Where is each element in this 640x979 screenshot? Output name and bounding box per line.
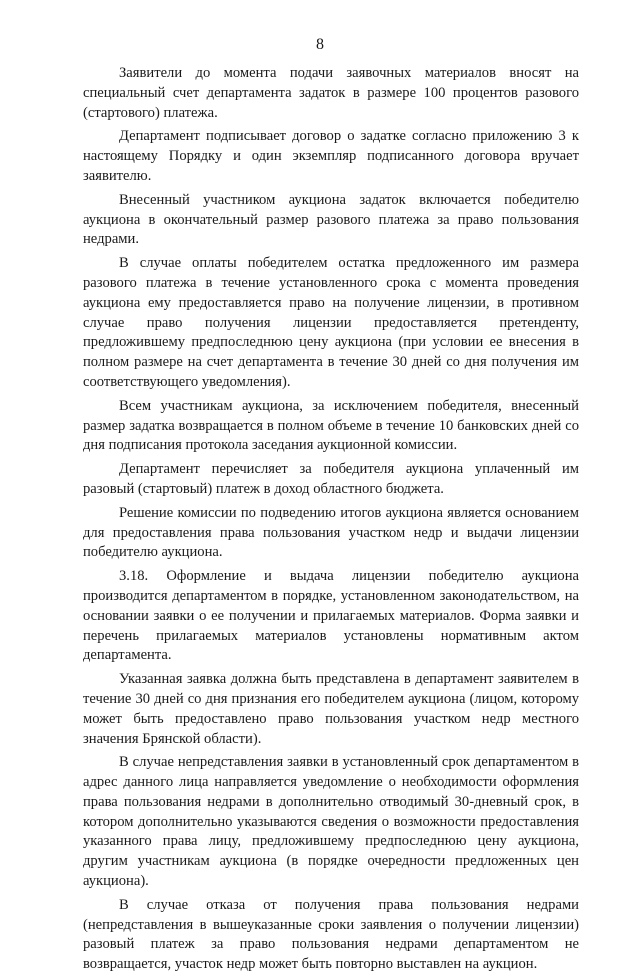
paragraph-commission-decision: Решение комиссии по подведению итогов аукциона является основанием для предоставления права пользования участком недр и выдачи лицензии победителю аукциона.: [83, 504, 579, 561]
page-number: 8: [316, 36, 324, 53]
paragraph-deposit-included: Внесенный участником аукциона задаток включается победителю аукциона в окончательный размер разового платежа за право пользования недрами.: [83, 191, 579, 248]
paragraph-winner-payment: В случае оплаты победителем остатка предложенного им размера разового платежа в течение установленного срока с момента проведения аукциона ему предоставляется право на получение лицензии, в противном случае право получения лицензии предоставляется претенденту, предложившему предпоследнюю цену аукциона (при условии ее внесения в полном размере на счет департамента в течение 30 дней со дня получения им соответствующего уведомления).: [83, 255, 579, 390]
paragraph-application-deadline: Указанная заявка должна быть представлена в департамент заявителем в течение 30 дней со дня признания его победителем аукциона (лицом, которому может быть предоставлено право пользования участком недр местного значения Брянской области).: [83, 671, 579, 747]
paragraph-deposit-return: Всем участникам аукциона, за исключением победителя, внесенный размер задатка возвращается в полном объеме в течение 10 банковских дней со дня подписания протокола заседания аукционной комиссии.: [83, 397, 579, 454]
paragraph-refusal: В случае отказа от получения права пользования недрами (непредставления в вышеуказанные сроки заявления о получении лицензии) разовый платеж за право пользования недрами департаментом не возвращается, участок недр может быть повторно выставлен на аукцион.: [83, 896, 579, 973]
document-body: [83, 64, 579, 979]
paragraph-section-3-18: 3.18. Оформление и выдача лицензии победителю аукциона производится департаментом в порядке, установленном законодательством, на основании заявки о ее получении и прилагаемых материалов. Форма заявки и перечень прилагаемых материалов установлены нормативным актом департамента.: [83, 568, 579, 664]
paragraph-non-submission: В случае непредставления заявки в установленный срок департаментом в адрес данного лица направляется уведомление о необходимости оформления права пользования недрами в дополнительно отводимый 30-дневный срок, в котором дополнительно указываются сведения о возможности предоставления указанного права лицу, предложившему предпоследнюю цену аукциона, другим участникам аукциона (в порядке очередности предложенных цен аукциона).: [83, 754, 579, 890]
paragraph-deposit-agreement: Департамент подписывает договор о задатке согласно приложению 3 к настоящему Порядку и один экземпляр подписанного договора вручает заявителю.: [83, 128, 579, 184]
paragraph-deposit-payment: Заявители до момента подачи заявочных материалов вносят на специальный счет департамента задаток в размере 100 процентов разового (стартового) платежа.: [83, 65, 579, 121]
paragraph-budget-transfer: Департамент перечисляет за победителя аукциона уплаченный им разовый (стартовый) платеж в доход областного бюджета.: [83, 461, 579, 497]
